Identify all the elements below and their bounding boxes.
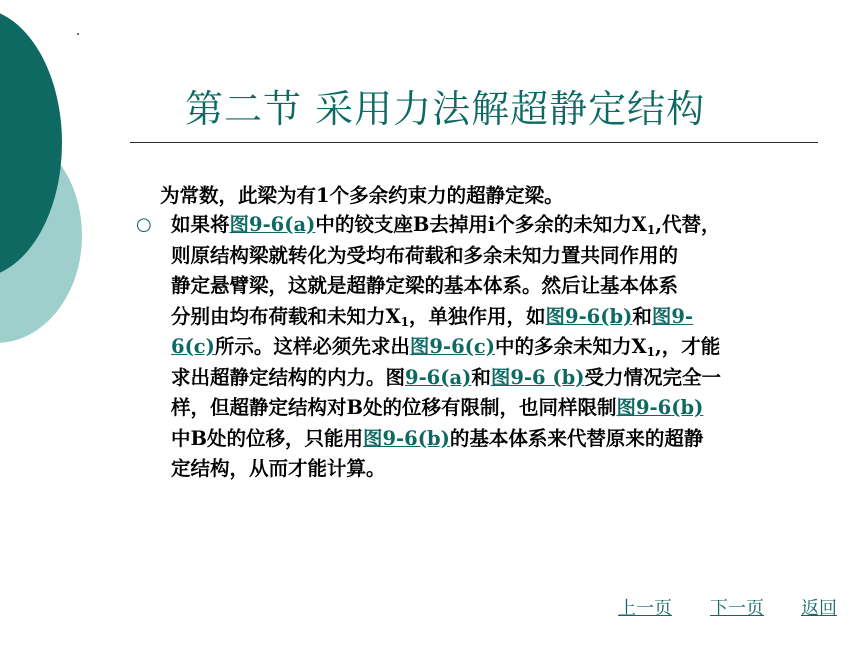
paragraph-line-9: 定结构，从而才能计算。 [171, 457, 386, 480]
link-fig-9-6b-2[interactable]: 图9-6 (b) [490, 365, 585, 389]
bullet-paragraph [171, 210, 805, 485]
paragraph-line-4: 分别由均布荷载和未知力$X_1$，单独作用，如图9-6(b)和图9- [171, 304, 694, 329]
prev-page-link[interactable]: 上一页 [618, 598, 672, 619]
link-fig-9-6a[interactable]: 图9-6(a) [229, 213, 316, 236]
next-page-link[interactable]: 下一页 [710, 598, 764, 619]
link-fig-9-6b-4[interactable]: 图9-6(b) [362, 426, 450, 450]
link-fig-9-6a-2[interactable]: 9-6(a) [405, 365, 472, 389]
link-fig-9-6c-part2[interactable]: 6(c) [171, 335, 215, 358]
bullet-circle-icon: ○ [136, 214, 152, 235]
decorative-dot [77, 33, 79, 35]
link-fig-9-6b[interactable]: 图9-6(b) [545, 304, 633, 328]
paragraph-line-7: 样，但超静定结构对B处的位移有限制，也同样限制图9-6(b) [171, 396, 704, 419]
paragraph-line-2: 则原结构梁就转化为受均布荷载和多余未知力置共同作用的 [171, 243, 679, 267]
link-fig-9-6c-part1[interactable]: 图9- [651, 304, 694, 328]
paragraph-line-6: 求出超静定结构的内力。图9-6(a)和图9-6 (b)受力情况完全一 [171, 365, 721, 389]
link-fig-9-6b-3[interactable]: 图9-6(b) [616, 396, 704, 419]
paragraph-line-1: 如果将图9-6(a)中的铰支座B去掉用i个多余的未知力$X_1$,代替， [171, 213, 721, 237]
paragraph-line-3: 静定悬臂梁，这就是超静定梁的基本体系。然后让基本体系 [171, 274, 679, 297]
paragraph-line-5: 6(c)所示。这样必须先求出图9-6(c)中的多余未知力$X_1$,，才能 [171, 335, 721, 359]
link-fig-9-6c[interactable]: 图9-6(c) [409, 335, 495, 358]
paragraph-line-8: 中B处的位移，只能用图9-6(b)的基本体系来代替原来的超静 [171, 426, 704, 450]
slide-title: 第二节 采用力法解超静定结构 [185, 87, 706, 131]
title-divider [130, 142, 818, 143]
back-link[interactable]: 返回 [801, 598, 837, 619]
lead-text: 为常数，此梁为有1个多余约束力的超静定梁。 [160, 184, 564, 207]
